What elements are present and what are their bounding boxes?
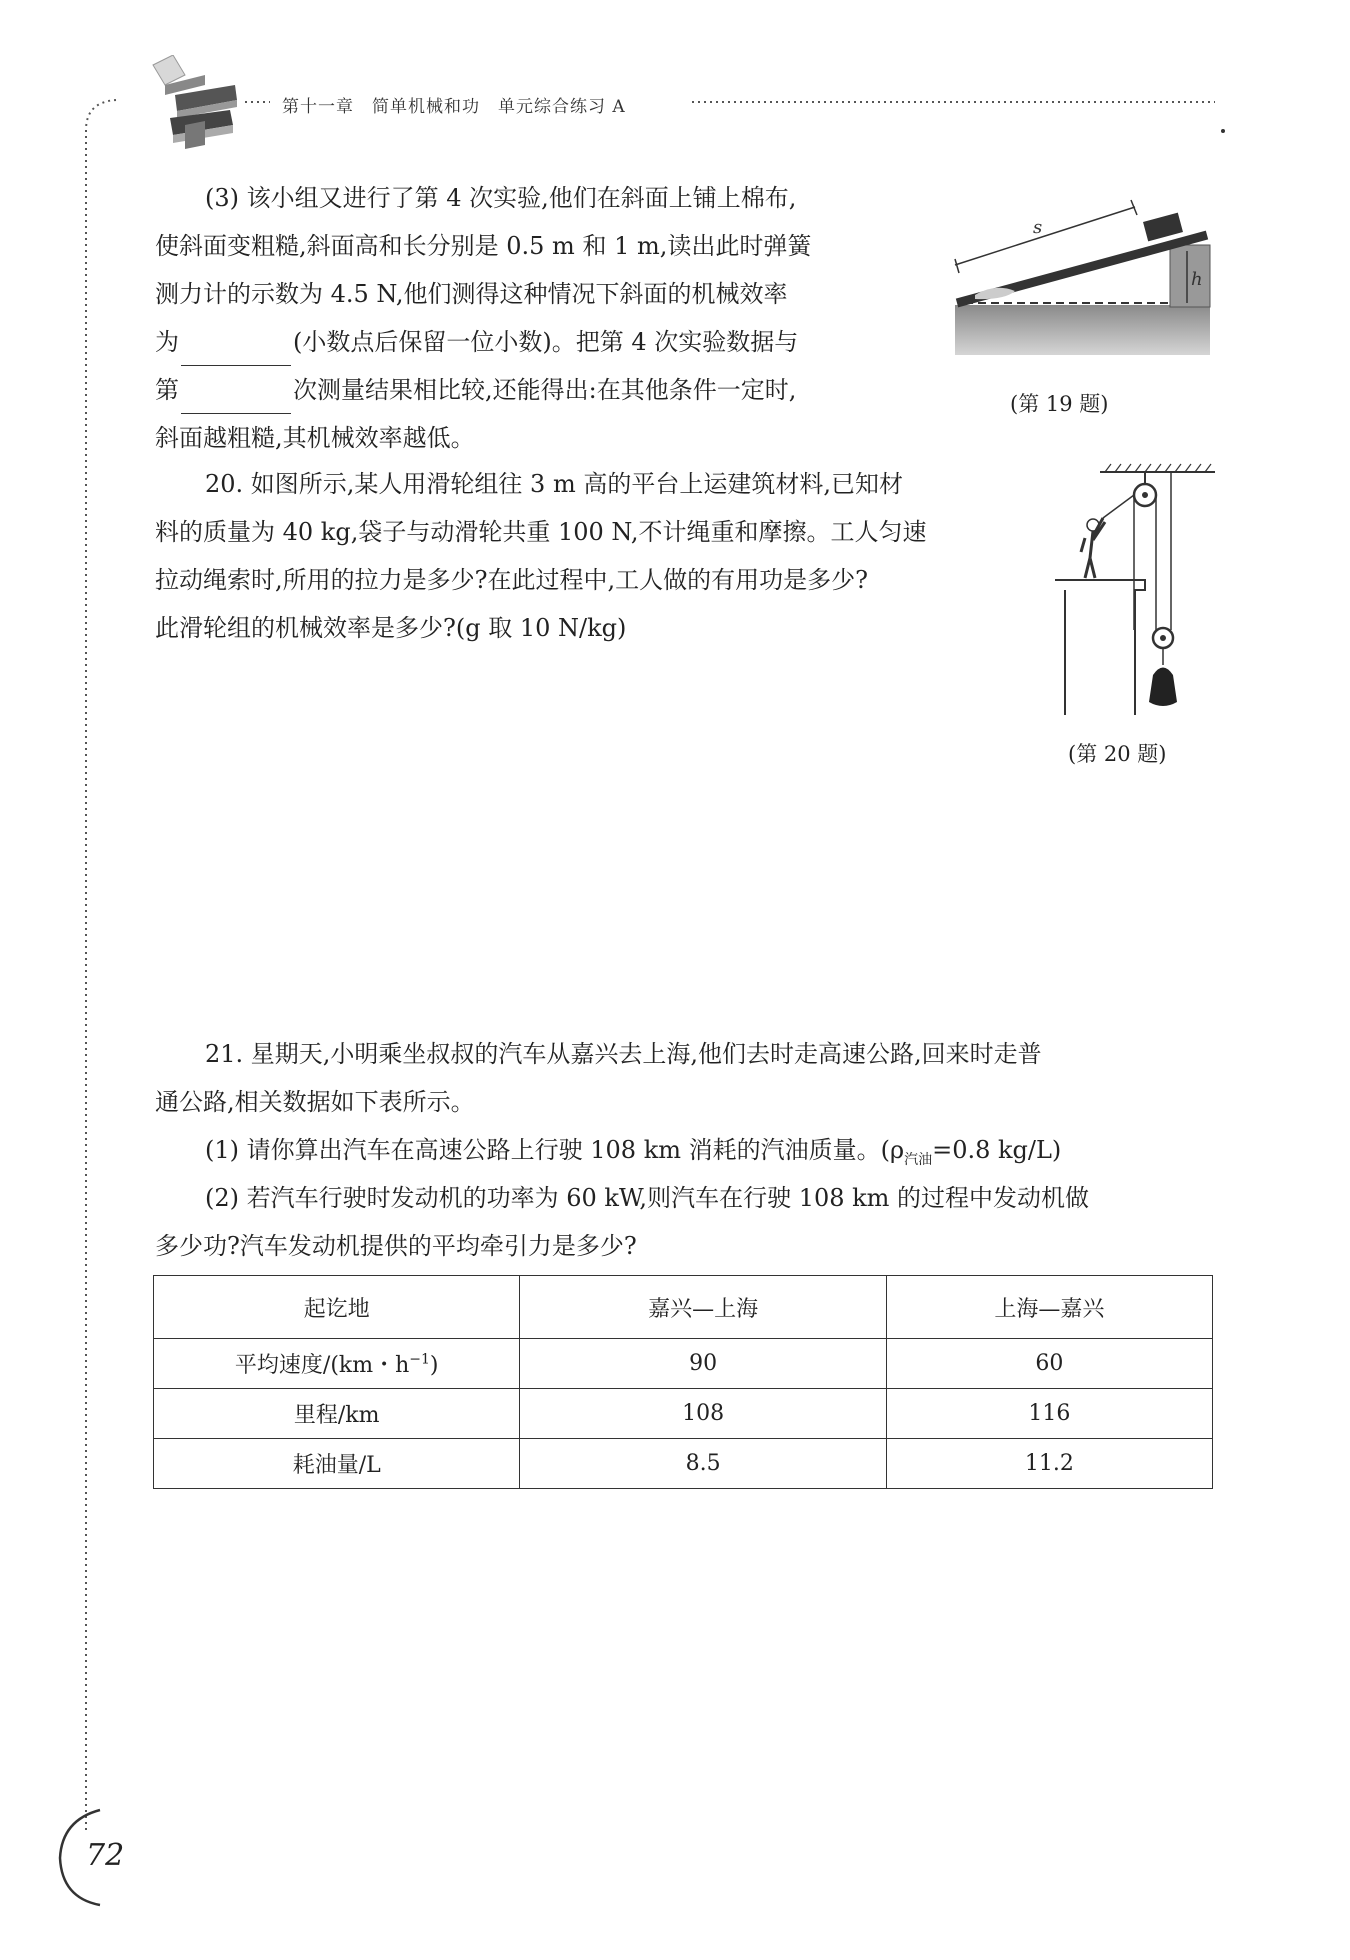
answer-blank-trial[interactable] (181, 385, 291, 414)
table-header-row (154, 1276, 1213, 1339)
q21-line-4: (2) 若汽车行驶时发动机的功率为 60 kW,则汽车在行驶 108 km 的过程中发动机做 (205, 1184, 1090, 1212)
table-header-cell: 起讫地 (154, 1276, 520, 1339)
label-s: s (1033, 217, 1043, 238)
table-header-cell: 嘉兴—上海 (520, 1276, 886, 1339)
material-bag (1149, 668, 1177, 707)
q19-line-2: 使斜面变粗糙,斜面高和长分别是 0.5 m 和 1 m,读出此时弹簧 (155, 232, 812, 260)
table-row (154, 1439, 1213, 1489)
q19-line-4-end: (小数点后保留一位小数)。把第 4 次实验数据与 (293, 328, 799, 356)
book-stack-icon (145, 55, 245, 150)
table-cell: 60 (886, 1339, 1212, 1389)
answer-blank-efficiency[interactable] (181, 337, 291, 366)
ground-shape (955, 305, 1210, 355)
table-row-label (154, 1339, 520, 1389)
speed-label: 平均速度/(km・h (234, 1353, 410, 1378)
q19-line-4 (155, 318, 798, 366)
page-number: 72 (86, 1838, 125, 1873)
table-row (154, 1389, 1213, 1439)
table-row-label: 里程/km (154, 1389, 520, 1439)
q21-line-3-start: (1) 请你算出汽车在高速公路上行驶 108 km 消耗的汽油质量。(ρ (205, 1136, 905, 1164)
q21-line-1: 21. 星期天,小明乘坐叔叔的汽车从嘉兴去上海,他们去时走高速公路,回来时走普 (205, 1040, 1042, 1068)
incline-figure (945, 195, 1215, 360)
table-cell: 8.5 (520, 1439, 886, 1489)
q19-line-1: (3) 该小组又进行了第 4 次实验,他们在斜面上铺上棉布, (205, 184, 797, 212)
q19-line-5-start: 第 (155, 376, 179, 404)
q20-line-3: 拉动绳索时,所用的拉力是多少?在此过程中,工人做的有用功是多少? (155, 566, 868, 594)
table-cell: 108 (520, 1389, 886, 1439)
running-header: 第十一章 简单机械和功 单元综合练习 A (282, 97, 626, 117)
q19-line-6: 斜面越粗糙,其机械效率越低。 (155, 424, 475, 452)
q19-line-3: 测力计的示数为 4.5 N,他们测得这种情况下斜面的机械效率 (155, 280, 788, 308)
q21-line-5: 多少功?汽车发动机提供的平均牵引力是多少? (155, 1232, 637, 1260)
table-cell: 11.2 (886, 1439, 1212, 1489)
support-block (1170, 245, 1210, 307)
table-row-label: 耗油量/L (154, 1439, 520, 1489)
q20-line-4: 此滑轮组的机械效率是多少?(g 取 10 N/kg) (155, 614, 627, 642)
slider-block (1143, 213, 1183, 242)
q21-line-2: 通公路,相关数据如下表所示。 (155, 1088, 475, 1116)
table-row (154, 1339, 1213, 1389)
platform (1055, 580, 1145, 715)
figure-20-caption: (第 20 题) (1068, 742, 1167, 766)
cloth-shape (975, 288, 1015, 299)
q19-line-5-end: 次测量结果相比较,还能得出:在其他条件一定时, (293, 376, 797, 404)
q21-line-3-end: =0.8 kg/L) (932, 1136, 1062, 1164)
table-cell: 116 (886, 1389, 1212, 1439)
q21-density-subscript: 汽油 (904, 1151, 933, 1168)
q19-line-5 (155, 366, 796, 414)
q20-line-2: 料的质量为 40 kg,袋子与动滑轮共重 100 N,不计绳重和摩擦。工人匀速 (155, 518, 927, 546)
speed-label-end: ) (429, 1353, 439, 1378)
speed-label-exponent: −1 (409, 1351, 430, 1368)
q20-line-1: 20. 如图所示,某人用滑轮组往 3 m 高的平台上运建筑材料,已知材 (205, 470, 903, 498)
label-h: h (1191, 269, 1203, 290)
q19-line-4-start: 为 (155, 328, 179, 356)
figure-19-caption: (第 19 题) (1010, 392, 1109, 416)
trip-data-table (153, 1275, 1213, 1489)
table-cell: 90 (520, 1339, 886, 1389)
table-header-cell: 上海—嘉兴 (886, 1276, 1212, 1339)
pulley-figure (1045, 460, 1225, 720)
